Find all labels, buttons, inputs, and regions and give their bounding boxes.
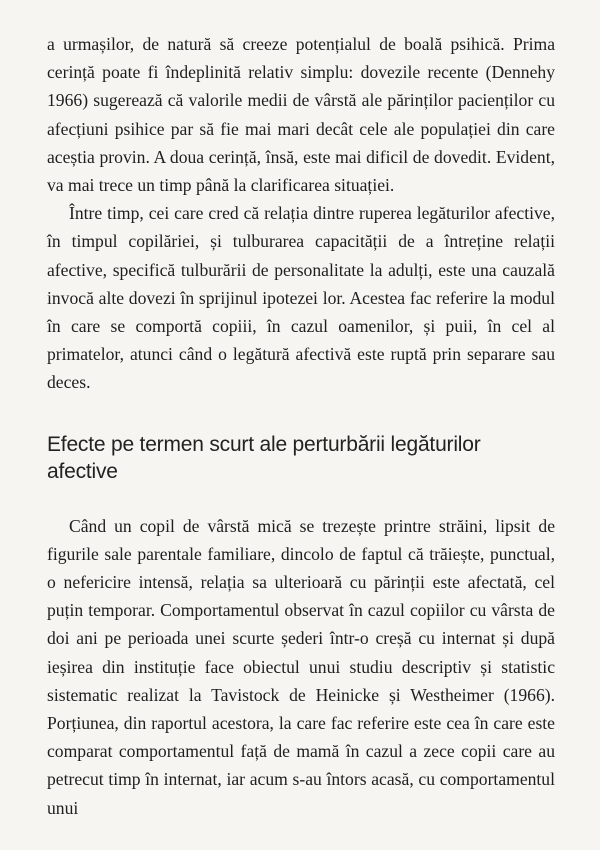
book-page (47, 30, 555, 822)
section-heading: Efecte pe termen scurt ale perturbării legăturilor afective (47, 432, 481, 483)
paragraph-continuation: a urmașilor, de natură să creeze potențialul de boală psihică. Prima cerință poate fi îndeplinită relativ simplu: dovezile recente (Dennehy 1966) sugerează că valorile medii de vârstă ale părinților pacienților cu afecțiuni psihice par să fie mai mari decât cele ale populației din care aceștia provin. A doua cerință, însă, este mai dificil de dovedit. Evident, va mai trece un timp până la clarificarea situației. (47, 34, 555, 196)
paragraph-short-term-effects: Când un copil de vârstă mică se trezește printre străini, lipsit de figurile sale parentale familiare, dincolo de faptul că trăiește, punctual, o nefericire intensă, relația sa ulterioară cu părinții este afectată, cel puțin temporar. Comportamentul observat în cazul copiilor cu vârsta de doi ani pe perioada unei scurte șederi într-o creșă cu internat și după ieșirea din instituție face obiectul unui studiu descriptiv și statistic sistematic realizat la Tavistock de Heinicke și Westheimer (1966). Porțiunea, din raportul acestora, la care fac referire este cea în care este comparat comportamentul față de mamă în cazul a zece copii care au petrecut timp în internat, iar acum s-au întors acasă, cu comportamentul unui (47, 515, 555, 818)
paragraph-evidence: Între timp, cei care cred că relația dintre ruperea legăturilor afective, în timpul copilăriei, și tulburarea capacității de a întreține relații afective, specifică tulburării de personalitate la adulți, este una cauzală invocă alte dovezi în sprijinul ipotezei lor. Acestea fac referire la modul în care se comportă copiii, în cazul oamenilor, și puii, în cel al primatelor, atunci când o legătură afectivă este ruptă prin separare sau deces. (47, 203, 555, 393)
